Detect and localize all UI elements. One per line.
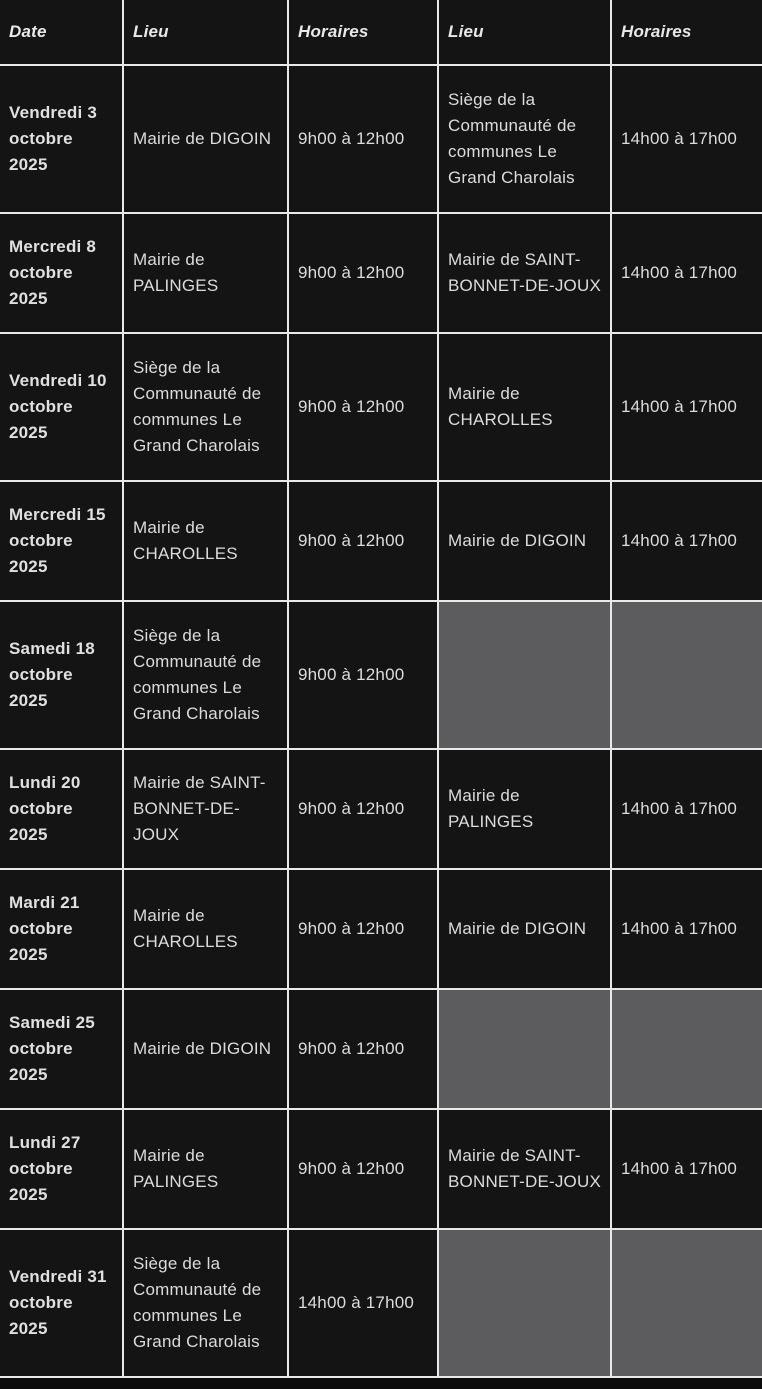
cell-horaires-afternoon: 14h00 à 17h00	[611, 481, 762, 601]
cell-horaires-morning: 14h00 à 17h00	[288, 1229, 438, 1377]
cell-date: Vendredi 3 octobre 2025	[0, 65, 123, 213]
cell-lieu-afternoon: Mairie de CHAROLLES	[438, 333, 611, 481]
table-row	[0, 601, 762, 749]
cell-lieu-afternoon: Mairie de PALINGES	[438, 749, 611, 869]
table-row	[0, 749, 762, 869]
cell-horaires-morning: 9h00 à 12h00	[288, 749, 438, 869]
cell-date: Mercredi 8 octobre 2025	[0, 213, 123, 333]
table-row	[0, 1109, 762, 1229]
cell-date: Samedi 18 octobre 2025	[0, 601, 123, 749]
cell-horaires-morning: 9h00 à 12h00	[288, 333, 438, 481]
header-lieu-morning: Lieu	[123, 0, 288, 65]
cell-lieu-afternoon: Mairie de SAINT-BONNET-DE-JOUX	[438, 213, 611, 333]
cell-lieu-afternoon	[438, 989, 611, 1109]
cell-horaires-morning: 9h00 à 12h00	[288, 481, 438, 601]
table-row	[0, 213, 762, 333]
table-row	[0, 333, 762, 481]
cell-horaires-afternoon	[611, 1229, 762, 1377]
cell-lieu-morning: Siège de la Communauté de communes Le Grand Charolais	[123, 333, 288, 481]
cell-horaires-morning: 9h00 à 12h00	[288, 989, 438, 1109]
cell-horaires-afternoon	[611, 989, 762, 1109]
cell-horaires-morning: 9h00 à 12h00	[288, 65, 438, 213]
cell-horaires-afternoon	[611, 601, 762, 749]
table-header-row	[0, 0, 762, 65]
cell-lieu-morning: Mairie de DIGOIN	[123, 989, 288, 1109]
cell-lieu-morning: Siège de la Communauté de communes Le Grand Charolais	[123, 1229, 288, 1377]
cell-lieu-afternoon: Mairie de DIGOIN	[438, 481, 611, 601]
header-date: Date	[0, 0, 123, 65]
header-horaires-afternoon: Horaires	[611, 0, 762, 65]
header-lieu-afternoon: Lieu	[438, 0, 611, 65]
cell-date: Samedi 25 octobre 2025	[0, 989, 123, 1109]
table-row	[0, 65, 762, 213]
table-row	[0, 869, 762, 989]
cell-date: Lundi 20 octobre 2025	[0, 749, 123, 869]
cell-horaires-afternoon: 14h00 à 17h00	[611, 749, 762, 869]
table-row	[0, 1229, 762, 1377]
cell-horaires-afternoon: 14h00 à 17h00	[611, 213, 762, 333]
cell-lieu-morning: Mairie de SAINT-BONNET-DE-JOUX	[123, 749, 288, 869]
cell-lieu-afternoon	[438, 601, 611, 749]
table-row	[0, 989, 762, 1109]
cell-horaires-morning: 9h00 à 12h00	[288, 213, 438, 333]
cell-lieu-morning: Siège de la Communauté de communes Le Grand Charolais	[123, 601, 288, 749]
cell-lieu-afternoon: Mairie de SAINT-BONNET-DE-JOUX	[438, 1109, 611, 1229]
cell-horaires-morning: 9h00 à 12h00	[288, 1109, 438, 1229]
cell-horaires-morning: 9h00 à 12h00	[288, 601, 438, 749]
cell-lieu-morning: Mairie de CHAROLLES	[123, 869, 288, 989]
cell-date: Vendredi 31 octobre 2025	[0, 1229, 123, 1377]
table-row	[0, 481, 762, 601]
cell-lieu-afternoon: Siège de la Communauté de communes Le Grand Charolais	[438, 65, 611, 213]
cell-date: Mercredi 15 octobre 2025	[0, 481, 123, 601]
header-horaires-morning: Horaires	[288, 0, 438, 65]
cell-lieu-morning: Mairie de CHAROLLES	[123, 481, 288, 601]
cell-lieu-morning: Mairie de DIGOIN	[123, 65, 288, 213]
cell-date: Vendredi 10 octobre 2025	[0, 333, 123, 481]
cell-horaires-afternoon: 14h00 à 17h00	[611, 1109, 762, 1229]
cell-horaires-afternoon: 14h00 à 17h00	[611, 869, 762, 989]
cell-lieu-morning: Mairie de PALINGES	[123, 1109, 288, 1229]
cell-horaires-morning: 9h00 à 12h00	[288, 869, 438, 989]
cell-lieu-afternoon	[438, 1229, 611, 1377]
cell-date: Lundi 27 octobre 2025	[0, 1109, 123, 1229]
cell-date: Mardi 21 octobre 2025	[0, 869, 123, 989]
cell-horaires-afternoon: 14h00 à 17h00	[611, 65, 762, 213]
cell-lieu-morning: Mairie de PALINGES	[123, 213, 288, 333]
cell-lieu-afternoon: Mairie de DIGOIN	[438, 869, 611, 989]
cell-horaires-afternoon: 14h00 à 17h00	[611, 333, 762, 481]
